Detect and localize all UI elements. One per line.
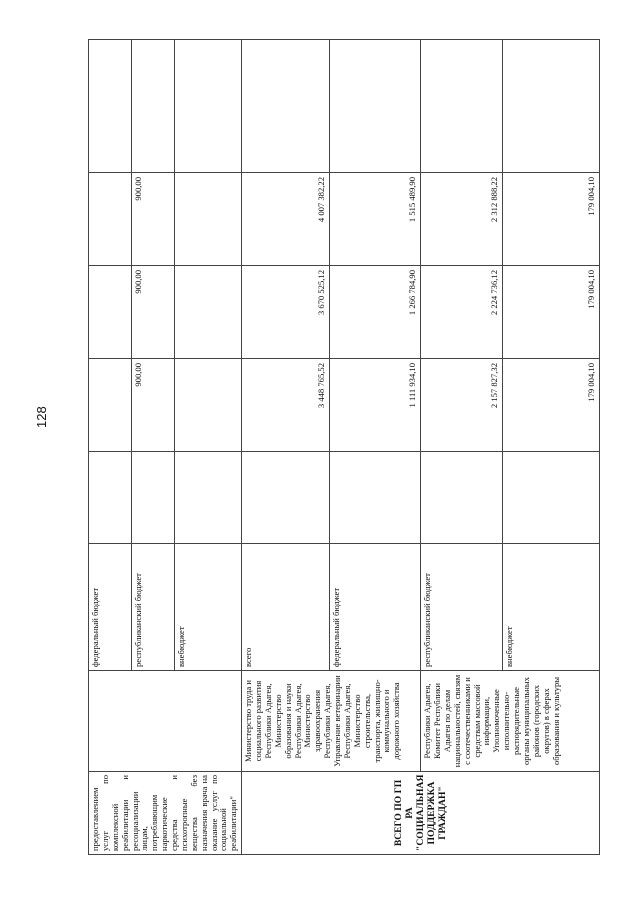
program-total-title: ВСЕГО ПО ГП РА "СОЦИАЛЬНАЯ ПОДДЕРЖКА ГРАЖДАН" [242,772,600,855]
amount-cell: 4 007 382,22 [242,173,330,266]
funding-source-label: внебюджет [175,544,242,671]
amount-cell [132,452,175,544]
amount-cell [89,266,132,359]
amount-cell [89,359,132,452]
amount-cell [421,452,503,544]
funding-source-label: всего [242,544,330,671]
amount-cell: 3 448 765,52 [242,359,330,452]
amount-cell: 179 004,10 [503,359,600,452]
executors-part-1: Министерство труда и социального развития Республики Адыгея, Министерство образования и науки Республики Адыгея, Министерство здравоохранения Республики Адыгея, Управление ветеринарии Республики Адыгея, Министерство строительства, транспорта, жилищно-коммунального и дорожного хозяйства [242,671,421,772]
amount-cell: 900,00 [132,359,175,452]
amount-cell: 2 312 888,22 [421,173,503,266]
amount-cell: 1 515 489,90 [330,173,421,266]
funding-source-label: республиканский бюджет [132,544,175,671]
funding-source-label: федеральный бюджет [330,544,421,671]
empty-cell [503,40,600,173]
amount-cell [89,452,132,544]
empty-cell [421,40,503,173]
amount-cell: 900,00 [132,173,175,266]
table-row [242,40,330,855]
executors-part-2: Республики Адыгея, Комитет Республики Адыгея по делам национальностей, связям с соотечественниками и средствам массовой информации, Уполномоченные исполнительно-распорядительные органы муниципальных районов (городских округов) в сферах образования и культуры [421,671,600,772]
amount-cell [175,359,242,452]
empty-cell [330,40,421,173]
amount-cell [503,452,600,544]
amount-cell [89,173,132,266]
table-row [89,40,132,855]
amount-cell: 2 224 736,12 [421,266,503,359]
rotated-table-wrapper [88,40,600,855]
empty-cell [89,40,132,173]
amount-cell [242,452,330,544]
empty-cell [242,40,330,173]
budget-table [88,39,600,855]
amount-cell [175,452,242,544]
table-row [421,40,503,855]
amount-cell [330,452,421,544]
amount-cell: 900,00 [132,266,175,359]
empty-cell [175,40,242,173]
funding-source-label: внебюджет [503,544,600,671]
executor-cell-empty [89,671,242,772]
measure-description: предоставлением услуг по комплексной реабилитации и ресоциализации лицам, потребляющим наркотические средства и психотропные вещества без назначения врача на оказание услуг по социальной реабилитации" [89,772,242,855]
amount-cell [175,266,242,359]
funding-source-label: республиканский бюджет [421,544,503,671]
page-number: 128 [34,406,49,428]
amount-cell: 1 111 934,10 [330,359,421,452]
funding-source-label: федеральный бюджет [89,544,132,671]
empty-cell [132,40,175,173]
amount-cell: 3 670 525,12 [242,266,330,359]
amount-cell: 2 157 827,32 [421,359,503,452]
amount-cell: 179 004,10 [503,173,600,266]
amount-cell: 1 266 784,90 [330,266,421,359]
amount-cell [175,173,242,266]
amount-cell: 179 004,10 [503,266,600,359]
